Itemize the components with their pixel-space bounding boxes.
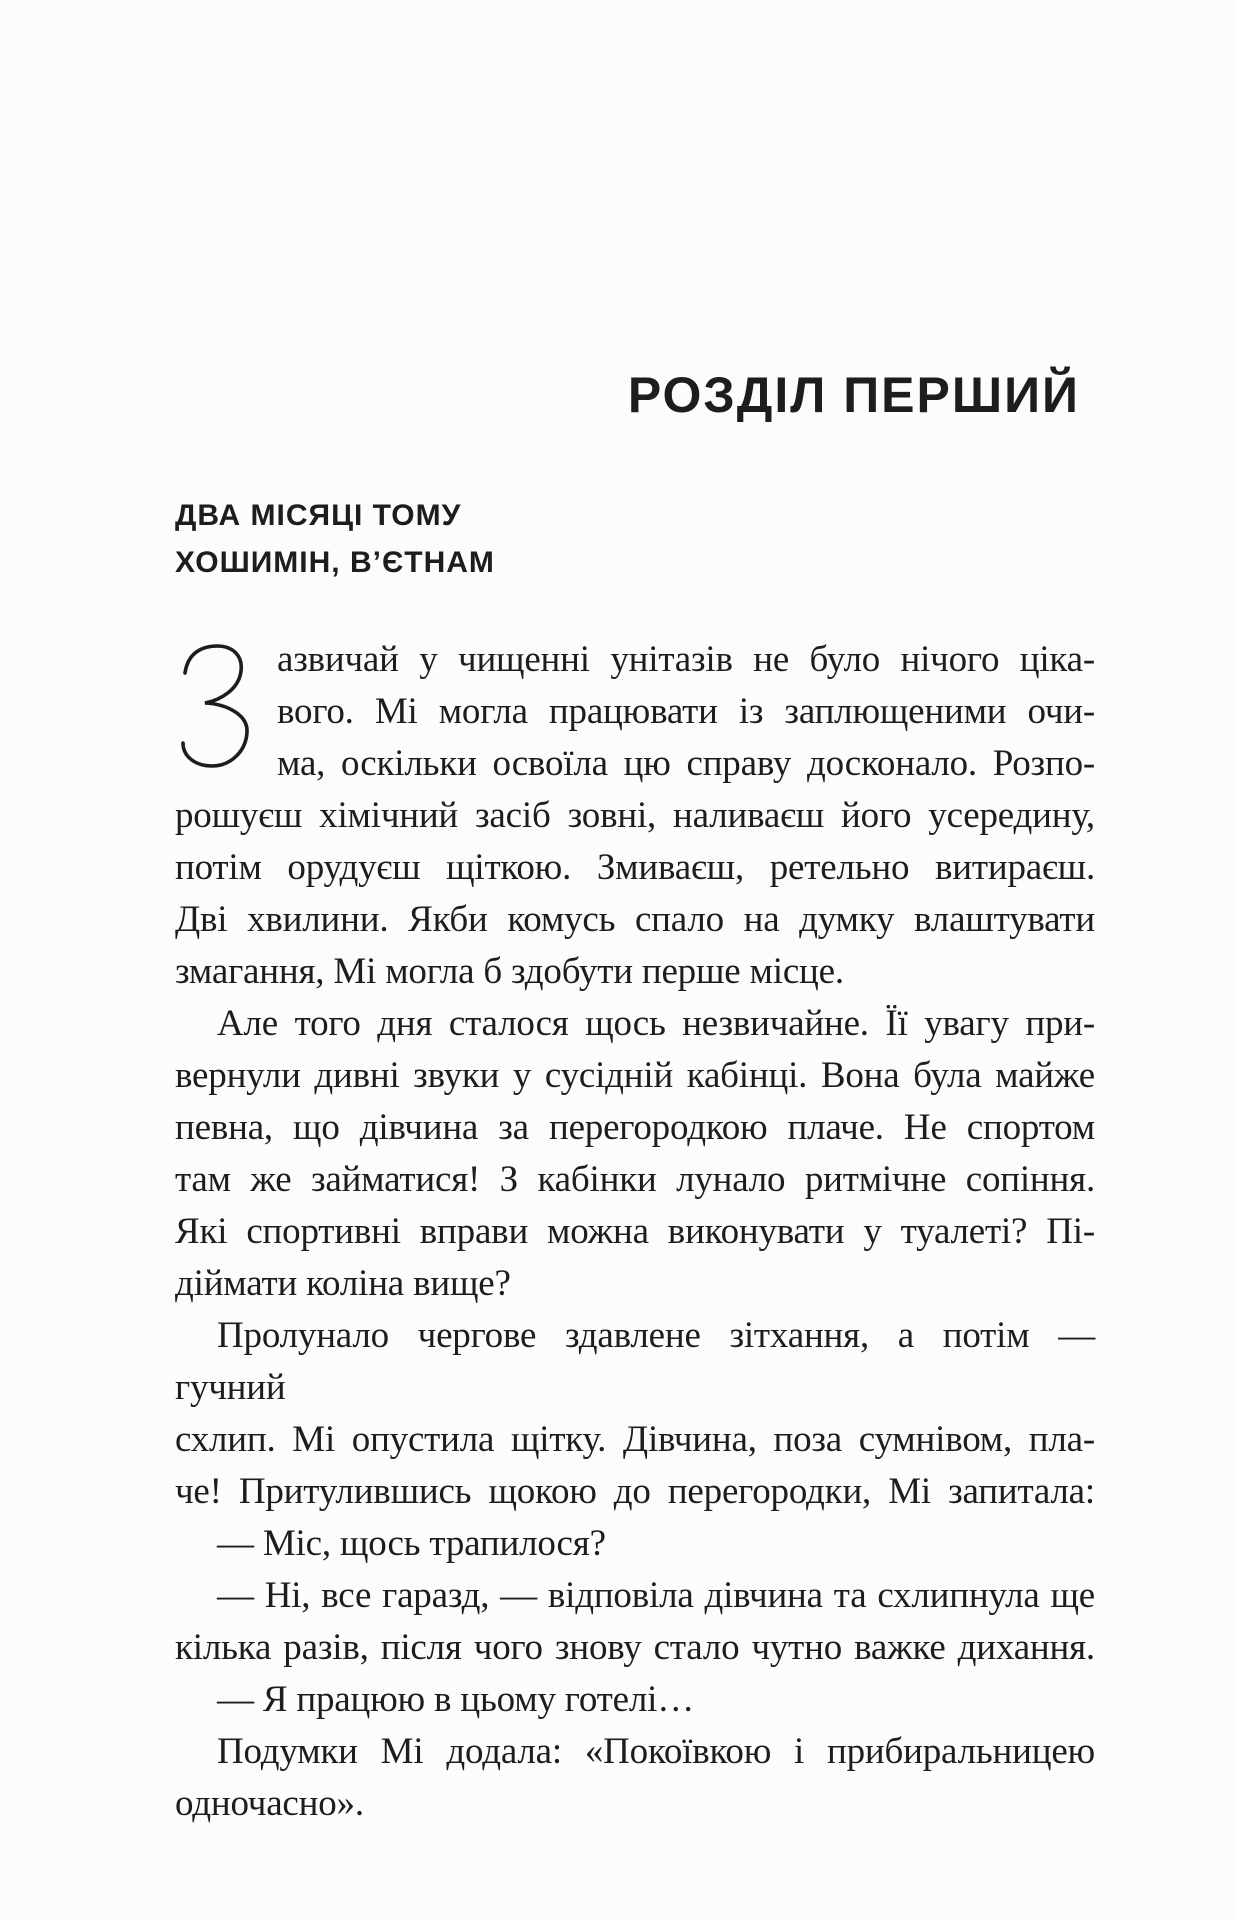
- paragraph: [175, 1518, 1095, 1570]
- paragraph: [175, 1674, 1095, 1726]
- text-line: діймати коліна вище?: [175, 1263, 511, 1304]
- text-line: азвичай у чищенні унітазів не було нічого ціка-: [277, 639, 1095, 680]
- text-line: вернули дивні звуки у сусідній кабінці. Вона була майже: [175, 1055, 1095, 1096]
- text-line: потім орудуєш щіткою. Змиваєш, ретельно витираєш.: [175, 847, 1095, 888]
- dateline-time: ДВА МІСЯЦІ ТОМУ: [175, 499, 462, 532]
- paragraph: [175, 1570, 1095, 1674]
- body-text: [175, 634, 1095, 1830]
- text-line: там же займатися! З кабінки лунало ритмічне сопіння.: [175, 1159, 1095, 1200]
- text-line: схлип. Мі опустила щітку. Дівчина, поза сумнівом, пла-: [175, 1419, 1095, 1460]
- text-line: — Ні, все гаразд, — відповіла дівчина та схлипнула ще: [217, 1575, 1095, 1616]
- paragraph: [175, 1310, 1095, 1518]
- text-line: рошуєш хімічний засіб зовні, наливаєш його усередину,: [175, 795, 1095, 836]
- paragraph: [175, 1726, 1095, 1830]
- text-line: кілька разів, після чого знову стало чутно важке дихання.: [175, 1627, 1095, 1668]
- text-line: вого. Мі могла працювати із заплющеними очи-: [277, 691, 1095, 732]
- text-line: Але того дня сталося щось незвичайне. Її увагу при-: [217, 1003, 1095, 1044]
- drop-cap: [175, 634, 277, 790]
- text-line: певна, що дівчина за перегородкою плаче. Не спортом: [175, 1107, 1095, 1148]
- paragraph: [175, 998, 1095, 1310]
- text-line: — Я працюю в цьому готелі…: [217, 1679, 694, 1720]
- drop-cap-letter: [175, 634, 176, 635]
- text-line: Дві хвилини. Якби комусь спало на думку влаштувати: [175, 899, 1095, 940]
- chapter-title: РОЗДІЛ ПЕРШИЙ: [627, 367, 1080, 423]
- paragraph: [175, 634, 1095, 998]
- text-line: Подумки Мі додала: «Покоївкою і прибиральницею: [217, 1731, 1095, 1772]
- text-line: ма, оскільки освоїла цю справу досконало. Розпо-: [277, 743, 1095, 784]
- text-line: че! Притулившись щокою до перегородки, Мі запитала:: [175, 1471, 1095, 1512]
- text-line: одночасно».: [175, 1783, 364, 1824]
- dateline-place: ХОШИМІН, В’ЄТНАМ: [175, 546, 495, 579]
- text-line: змагання, Мі могла б здобути перше місце.: [175, 951, 844, 992]
- text-line: Які спортивні вправи можна виконувати у туалеті? Пі-: [175, 1211, 1095, 1252]
- text-line: — Міс, щось трапилося?: [217, 1523, 606, 1564]
- dateline: [175, 492, 495, 586]
- drop-cap-glyph-icon: [175, 642, 263, 770]
- text-line: Пролунало чергове здавлене зітхання, а потім — гучний: [175, 1315, 1095, 1408]
